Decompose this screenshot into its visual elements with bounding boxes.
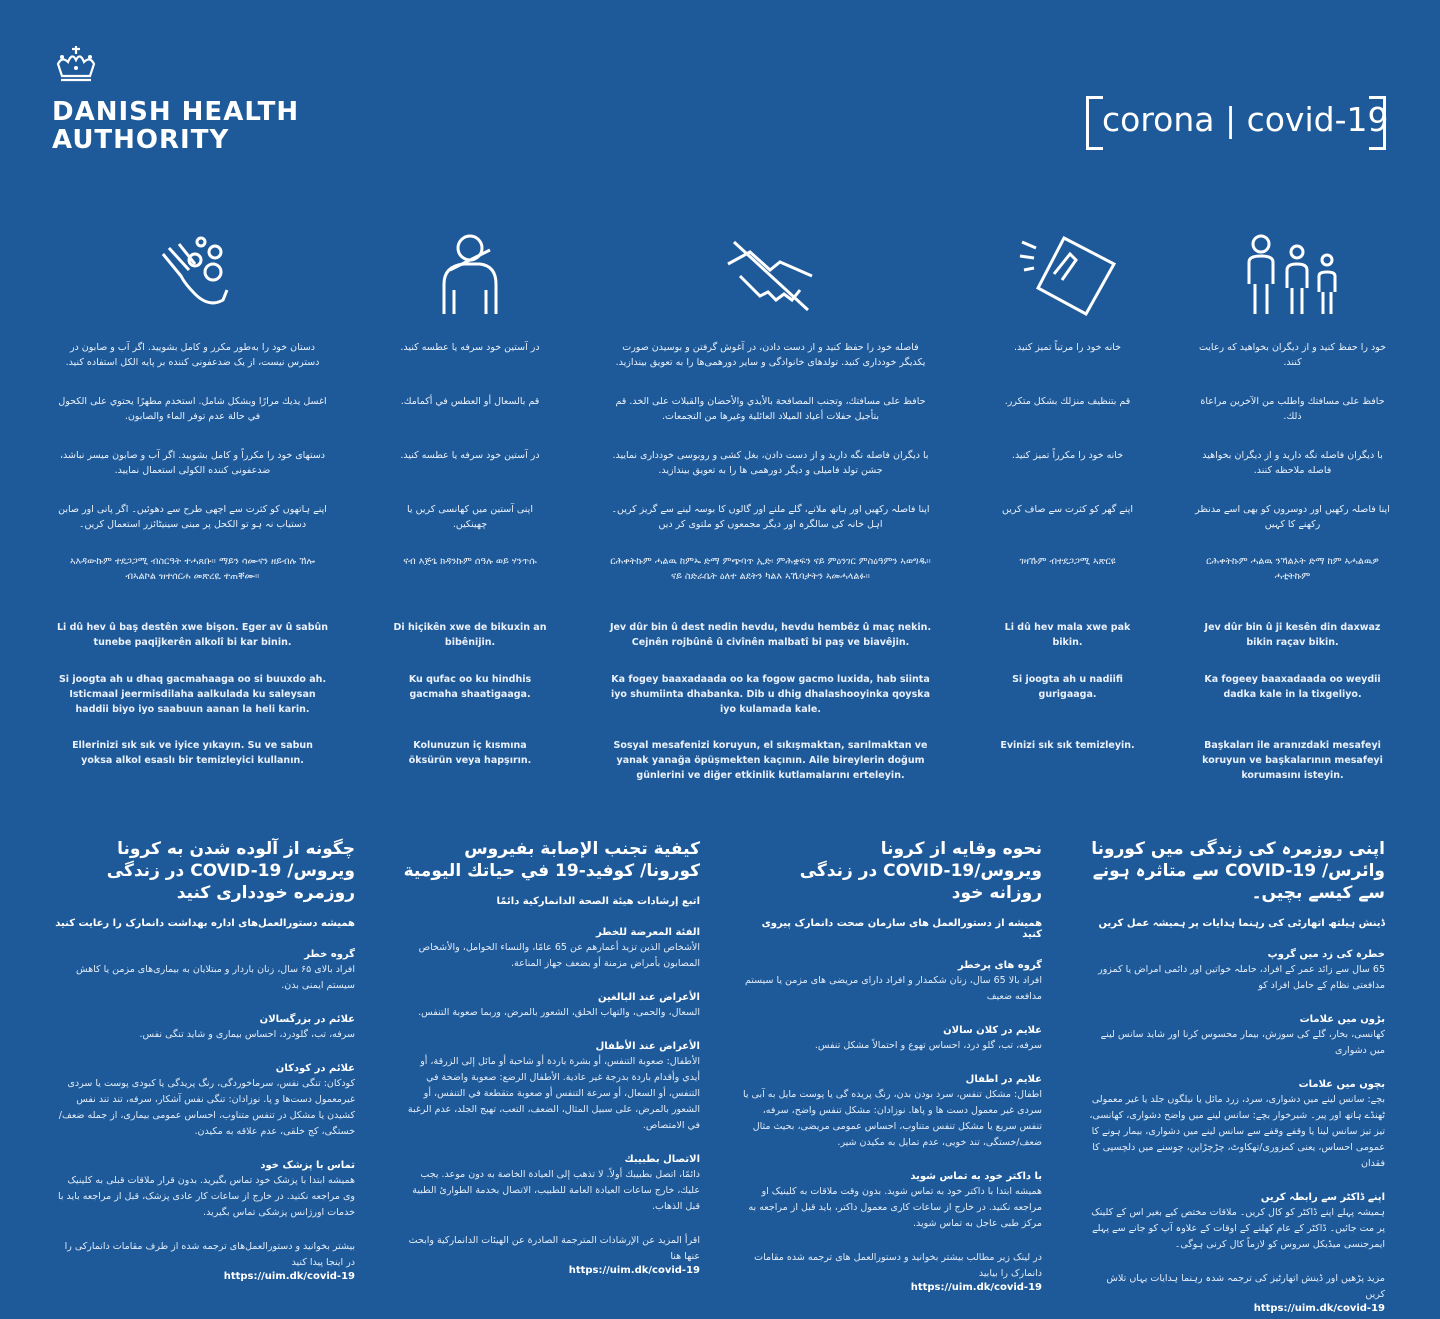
section-adult-symptoms <box>55 1012 355 1043</box>
instruction-tr: Ellerinizi sık sık ve iyice yıkayın. Su ve sabun yoksa alkol esaslı bir temizleyici kullanın. <box>72 740 313 766</box>
block-title: كيفية تجنب الإصابة بفيروس كورونا/ كوفيد-19 في حياتك اليومية <box>403 839 700 881</box>
section-child-symptoms <box>400 1039 700 1134</box>
section-more-info <box>55 1239 355 1282</box>
block-title: چگونه از آلوده شدن به کرونا ویروس/ COVID-19 در زندگی روزمره خودداری کنید <box>106 839 355 903</box>
instruction-ur: اپنا فاصلہ رکھیں اور دوسروں کو بھی اسے مدنظر رکھنے کا کہیں <box>1195 504 1390 530</box>
section-adult-symptoms <box>1085 1012 1385 1059</box>
instruction-ku: Li dû hev û baş destên xwe bişon. Eger av û sabûn tunebe paqijkerên alkolî bi kar binin. <box>56 622 329 648</box>
instruction-prs: دستهای خود را مکرراً و کامل بشویید. اگر آب و صابون میسر نباشد، ضدعفونی کننده الکولی استعمال نمایید. <box>59 450 326 476</box>
instruction-ti: ኣእዳውኩም ተደጋጋሚ ብስርዓት ተሓጸቡ። ማይን ሳሙናን ዘይብሉ ኸሎ ብኣልኮል ዝተሰርሐ መጽረዪ ተጠቐሙ። <box>69 556 316 582</box>
section-risk-group <box>400 925 700 972</box>
section-text: افراد بالای ۶۵ سال، زنان باردار و مبتلایان به بیماری‌های مزمن یا کاهش سیستم ایمنی بدن. <box>76 964 355 991</box>
section-text: همیشه ابتدا با داکتر خود به تماس شوید. بدون وقت ملاقات به کلینیک او مراجعه نکنید. در خارج از ساعات کاری معمول داکتر، باید قبل از مراجعه به مرکز طبی عاجل به تماس شوید. <box>748 1186 1042 1229</box>
block-farsi <box>55 838 355 1282</box>
instruction-prs: با دیگران فاصله نگه دارید و از دست دادن، بغل کشی و روبوسی خودداری نمایید. جشن تولد فامیلی و دیگر دورهمی ها را به تعویق بیندازید. <box>612 450 929 476</box>
section-text: السعال، والحمى، والتهاب الحلق، الشعور بالمرض، وربما صعوبة التنفس. <box>418 1007 700 1018</box>
section-heading: گروه های پرخطر <box>957 960 1042 971</box>
instruction-ar: قم بتنظيف منزلك بشكل متكرر. <box>1004 396 1131 407</box>
instruction-ku: Di hiçikên xwe de bikuxin an bibênijin. <box>393 622 547 648</box>
info-link[interactable]: https://uim.dk/covid-19 <box>910 1282 1042 1293</box>
section-heading: علائم در بزرگسالان <box>259 1014 355 1025</box>
section-heading: الاتصال بطبيبك <box>624 1154 700 1165</box>
section-risk-group <box>1085 947 1385 994</box>
section-contact-doctor <box>1085 1190 1385 1253</box>
section-more-info <box>742 1250 1042 1293</box>
instruction-so: Si joogta ah u nadiifi gurigaaga. <box>1012 674 1123 700</box>
instruction-prs: خانه خود را مکرراً تمیز کنید. <box>1011 450 1124 461</box>
section-heading: علایم در اطفال <box>965 1074 1042 1085</box>
bracket-right <box>1369 96 1386 150</box>
section-heading: اپنے ڈاکٹر سے رابطہ کریں <box>1260 1192 1385 1203</box>
block-subtitle: همیشه دستورالعمل‌های اداره بهداشت دانمارک را رعایت کنید <box>55 918 355 929</box>
instruction-tr: Başkaları ile aranızdaki mesafeyi koruyun ve başkalarının mesafeyi korumasını isteyin. <box>1202 740 1383 781</box>
instruction-ur: اپنے گھر کو کثرت سے صاف کریں <box>1002 504 1133 515</box>
instruction-tr: Evinizi sık sık temizleyin. <box>1000 740 1135 751</box>
section-more-info <box>1085 1271 1385 1314</box>
section-adult-symptoms <box>742 1023 1042 1054</box>
instruction-ur: اپنا فاصلہ رکھیں اور ہاتھ ملانے، گلے ملنے اور گالوں کا بوسہ لینے سے گریز کریں۔ اہل خانہ کی سالگرہ اور دیگر مجمعوں کو ملتوی کر دیں <box>611 504 930 530</box>
section-heading: علائم در کودکان <box>275 1063 355 1074</box>
instruction-ar: حافظ على مسافتك واطلب من الآخرين مراعاة ذلك. <box>1200 396 1385 422</box>
block-subtitle: اتبع إرشادات هيئة الصحة الدانماركية دائمًا <box>496 896 700 907</box>
instruction-fa: در آستین خود سرفه یا عطسه کنید. <box>400 342 540 353</box>
instruction-ar: حافظ على مسافتك، وتجنب المصافحة بالأيدي والأحضان والقبلات على الخد. قم بتأجيل حفلات أعياد الميلاد العائلية وغيرها من التجمعات. <box>615 396 926 422</box>
section-text: کھانسی، بخار، گلے کی سوزش، بیمار محسوس کرنا اور شاید سانس لینے میں دشواری <box>1100 1029 1385 1056</box>
instruction-tr: Kolunuzun iç kısmına öksürün veya hapşırın. <box>408 740 532 766</box>
instruction-ti: ገዛኹም ብተደጋጋሚ ኣጽርዩ <box>1019 556 1116 567</box>
instruction-ku: Jev dûr bin û ji kesên din daxwaz bikin raçav bikin. <box>1204 622 1381 648</box>
instruction-so: Ka fogeey baaxadaada oo weydii dadka kale in la tixgeliyo. <box>1204 674 1381 700</box>
no-handshake-icon <box>720 230 820 320</box>
instruction-ar: اغسل يديك مرارًا وبشكل شامل. استخدم مطهرًا يحتوي على الكحول في حالة عدم توفر الماء والصابون. <box>58 396 327 422</box>
section-text: الأطفال: صعوبة التنفس، أو بشرة باردة أو شاحبة أو مائل إلى الزرقة، أو أيدي وأقدام باردة بدرجة غير عادية. الأطفال الرضع: صعوبة واضحة في التنفس، أو السعال، أو سرعة التنفس أو صعوبة متقطعة في التنفس، أو الشعور بالمرض، على سبيل المثال، الضعف، التعب، تهيج الجلد، عدم الرغبة في الامتصاص. <box>407 1056 700 1131</box>
block-dari <box>742 838 1042 1293</box>
section-text: الأشخاص الذين تزيد أعمارهم عن 65 عامًا، والنساء الحوامل، والأشخاص المصابون بأمراض مزمنة أو بضعف جهاز المناعة. <box>418 942 700 969</box>
hand-wash-icon <box>155 230 255 320</box>
icon-row <box>0 230 1440 330</box>
instruction-ti: ናብ እጅጌ ክዳንኩም ሰዓሉ ወይ ሃንጥሱ <box>403 556 537 567</box>
section-text: کودکان: تنگی نفس، سرماخوردگی، رنگ پریدگی یا کبودی پوست یا سردی غیرمعمول دست‌ها و پا. نوزادان: تنگی نفس آشکار، سرفه، تند تند نفس کشیدن یا مشکل در تنفس متناوب، احساس عمومی بیماری، از جمله ضعف/خستگی، کج خلقی، عدم علاقه به مکیدن. <box>58 1078 355 1137</box>
block-urdu <box>1085 838 1385 1314</box>
section-adult-symptoms <box>400 990 700 1021</box>
instruction-ku: Jev dûr bin û dest nedin hevdu, hevdu hembêz û maç nekin. Cejnên rojbûnê û civînên malbatî bi paş ve biavêjin. <box>609 622 932 648</box>
distance-people-icon <box>1245 230 1345 320</box>
section-risk-group <box>55 947 355 994</box>
authority-name-line2: AUTHORITY <box>52 125 230 155</box>
block-arabic <box>400 838 700 1276</box>
authority-logo <box>52 44 312 154</box>
section-child-symptoms <box>55 1061 355 1140</box>
block-subtitle: ڈینش ہیلتھ اتھارٹی کی رہنما ہدایات پر ہمیشہ عمل کریں <box>1098 918 1385 929</box>
section-text: سرفه، تب، گلو درد، احساس تهوع و احتمالاً مشکل تنفس. <box>814 1040 1042 1051</box>
section-text: افراد بالا 65 سال، زنان شکمدار و افراد دارای مریضی های مزمن یا سیستم مدافعه ضعیف <box>744 975 1042 1002</box>
section-heading: علایم در کلان سالان <box>943 1025 1042 1036</box>
instruction-ur: اپنی آستین میں کھانسی کریں یا چھینکیں. <box>407 504 533 530</box>
section-heading: خطرہ کی زد میں گروپ <box>1267 949 1385 960</box>
section-child-symptoms <box>742 1072 1042 1151</box>
clean-surface-icon <box>1018 230 1118 320</box>
instruction-tr: Sosyal mesafenizi koruyun, el sıkışmaktan, sarılmaktan ve yanak yanağa öpüşmekten kaçının. Aile bireylerin doğum günlerini ve diğer etkinlik kutlamalarını erteleyin. <box>613 740 928 781</box>
section-risk-group <box>742 958 1042 1005</box>
instruction-so: Si joogta ah u dhaq gacmahaaga oo si buuxdo ah. Isticmaal jeermisdilaha aalkulada ku saleysan haddii biyo iyo saabuun aanan la heli karin. <box>58 674 327 715</box>
instruction-so: Ku qufac oo ku hindhis gacmaha shaatigaaga. <box>408 674 532 700</box>
info-link[interactable]: https://uim.dk/covid-19 <box>1253 1303 1385 1314</box>
section-heading: بڑوں میں علامات <box>1299 1014 1385 1025</box>
section-heading: الأعراض عند البالغين <box>598 992 700 1003</box>
instruction-ku: Li dû hev mala xwe pak bikin. <box>1004 622 1131 648</box>
bracket-left <box>1086 96 1103 150</box>
section-text: اطفال: مشکل تنفس، سرد بودن بدن، رنگ پریده گی یا پوست مایل به آبی یا سردی غیر معمول دست ها و پاها. نوزادان: مشکل تنفس واضح، سرفه، تنفس سریع یا مشکل تنفس متناوب، احساس عمومی مریضی، بحیث مثال ضعف/خستگی، تند خویی، عدم تمایل به مکیدن شیر. <box>743 1089 1042 1148</box>
section-heading: با داکتر خود به تماس شوید <box>910 1171 1042 1182</box>
section-text: بچے: سانس لینے میں دشواری، سرد، زرد مائل یا نیلگوں جلد یا غیر معمولی ٹھنڈے ہاتھ اور پیر۔ شیرخوار بچے: سانس لینے میں واضح دشواری، کھانسی، تیز تیز سانس لینا یا وقفے وقفے سے سانس لینے میں دشواری، بیمار ہونے کا عمومی احساس، یعنی کمزوری/تھکاوٹ، چڑچڑاپن، چوسنے میں دلچسپی کا فقدان <box>1089 1094 1385 1169</box>
footer-text: مزید پڑھیں اور ڈینش اتھارٹیز کی ترجمہ شدہ رہنما ہدایات یہاں تلاش کریں <box>1106 1273 1385 1300</box>
footer-text: اقرأ المزيد عن الإرشادات المترجمة الصادرة عن الهيئات الدانماركية وابحث عنها هنا <box>408 1235 700 1262</box>
crown-icon <box>52 44 100 88</box>
instruction-prs: در آستین خود سرفه یا عطسه کنید. <box>400 450 540 461</box>
section-text: ہمیشہ پہلے اپنے ڈاکٹر کو کال کریں۔ ملاقات مختص کیے بغیر اس کے کلینک پر مت جائیں۔ ڈاکٹر کے عام کھلنے کے اوقات کے علاوہ آپ کو جانے سے پہلے ایمرجنسی میڈیکل سروس کو لازماً کال کرنی ہوگی۔ <box>1091 1207 1385 1250</box>
section-heading: الأعراض عند الأطفال <box>595 1041 700 1052</box>
section-heading: گروه خطر <box>304 949 355 960</box>
campaign-text: corona | covid-19 <box>1102 100 1389 139</box>
instruction-fa: خود را حفظ کنید و از دیگران بخواهید که رعایت کنند. <box>1198 342 1387 368</box>
instruction-fa: خانه خود را مرتباً تمیز کنید. <box>1013 342 1122 353</box>
section-contact-doctor <box>742 1169 1042 1232</box>
section-more-info <box>400 1233 700 1276</box>
footer-text: در لینک زیر مطالب بیشتر بخوانید و دستورالعمل های ترجمه شده مقامات دانمارک را بیابید <box>754 1252 1042 1279</box>
section-heading: بچوں میں علامات <box>1298 1079 1385 1090</box>
instruction-ti: ርሕቀትኩም ሓልዉ ንኻልኦት ድማ ከም ኣሓልዉዎ ሓቲትኩም <box>1206 556 1379 582</box>
section-contact-doctor <box>55 1158 355 1221</box>
info-link[interactable]: https://uim.dk/covid-19 <box>568 1265 700 1276</box>
instruction-fa: دستان خود را به‌طور مکرر و کامل بشویید. اگر آب و صابون در دسترس نیست، از یک ضدعفونی کننده بر پایه الکل استفاده کنید. <box>65 342 320 368</box>
section-heading: الفئة المعرضة للخطر <box>596 927 700 938</box>
section-text: دائمًا، اتصل بطبيبك أولاً. لا تذهب إلى العيادة الخاصة به دون موعد. يجب عليك، خارج ساعات العيادة العامة للطبيب، الاتصال بخدمة الطوارئ الطبية قبل الذهاب. <box>412 1169 700 1212</box>
authority-name <box>52 98 312 154</box>
instruction-ur: اپنے ہاتھوں کو کثرت سے اچھی طرح سے دھوئیں۔ اگر پانی اور صابن دستیاب نہ ہو تو الکحل پر مبنی سینیٹائزر استعمال کریں۔ <box>58 504 327 530</box>
block-title: نحوه وقایه از کرونا ویروس/COVID-19 در زندگی روزانه خود <box>799 839 1042 903</box>
block-subtitle: همیشه از دستورالعمل های سازمان صحت دانمارک پیروی کنید <box>761 918 1042 940</box>
cough-elbow-icon <box>420 230 520 320</box>
section-text: همیشه ابتدا با پزشک خود تماس بگیرید. بدون قرار ملاقات قبلی به کلینیک وی مراجعه نکنید. در خارج از ساعات کار عادی پزشک، قبل از مراجعه باید با خدمات اورژانس پزشکی تماس بگیرید. <box>57 1175 355 1218</box>
instruction-prs: با دیگران فاصله نگه دارید و از دیگران بخواهید فاصله ملاحظه کنند. <box>1202 450 1383 476</box>
instruction-ti: ርሕቀትኩም ሓልዉ ከምኡ ድማ ምጭባጥ ኢድ፡ ምሕቋፍን ናይ ምዕንገር ምስዕዓምን ኣወግዱ። ናይ ስድራቤት ዕለተ ልደትን ካልእ ኣኼባታትን ኣመሓላልፉ። <box>610 556 931 582</box>
section-heading: تماس با پزشک خود <box>260 1160 355 1171</box>
instruction-so: Ka fogey baaxadaada oo ka fogow gacmo luxida, hab siinta iyo shumiinta dhabanka. Dib u dhig dhalashooyinka qoyska iyo kulamada kale. <box>610 674 930 715</box>
block-title: اپنی روزمرہ کی زندگی میں کورونا وائرس/ COVID-19 سے متاثرہ ہونے سے کیسے بچیں۔ <box>1091 839 1385 903</box>
section-contact-doctor <box>400 1152 700 1215</box>
section-text: سرفه، تب، گلودرد، احساس بیماری و شاید تنگی نفس. <box>139 1029 355 1040</box>
footer-text: بیشتر بخوانید و دستورالعمل‌های ترجمه شده از طرف مقامات دانمارکی را در اینجا پیدا کنید <box>64 1241 355 1268</box>
instruction-fa: فاصله خود را حفظ کنید و از دست دادن، در آغوش گرفتن و بوسیدن صورت یکدیگر خودداری کنید. تولدهای خانوادگی و سایر دورهمی‌ها را به تعویق بیندازید. <box>615 342 926 368</box>
authority-name-line1: DANISH HEALTH <box>52 97 300 127</box>
section-text: 65 سال سے زائد عمر کے افراد، حاملہ خواتین اور دائمی امراض یا کمزور مدافعتی نظام کے حامل افراد کو <box>1098 964 1385 991</box>
section-child-symptoms <box>1085 1077 1385 1172</box>
campaign-title <box>1086 96 1389 148</box>
info-link[interactable]: https://uim.dk/covid-19 <box>223 1271 355 1282</box>
instruction-ar: قم بالسعال أو العطس في أكمامك. <box>400 396 540 407</box>
